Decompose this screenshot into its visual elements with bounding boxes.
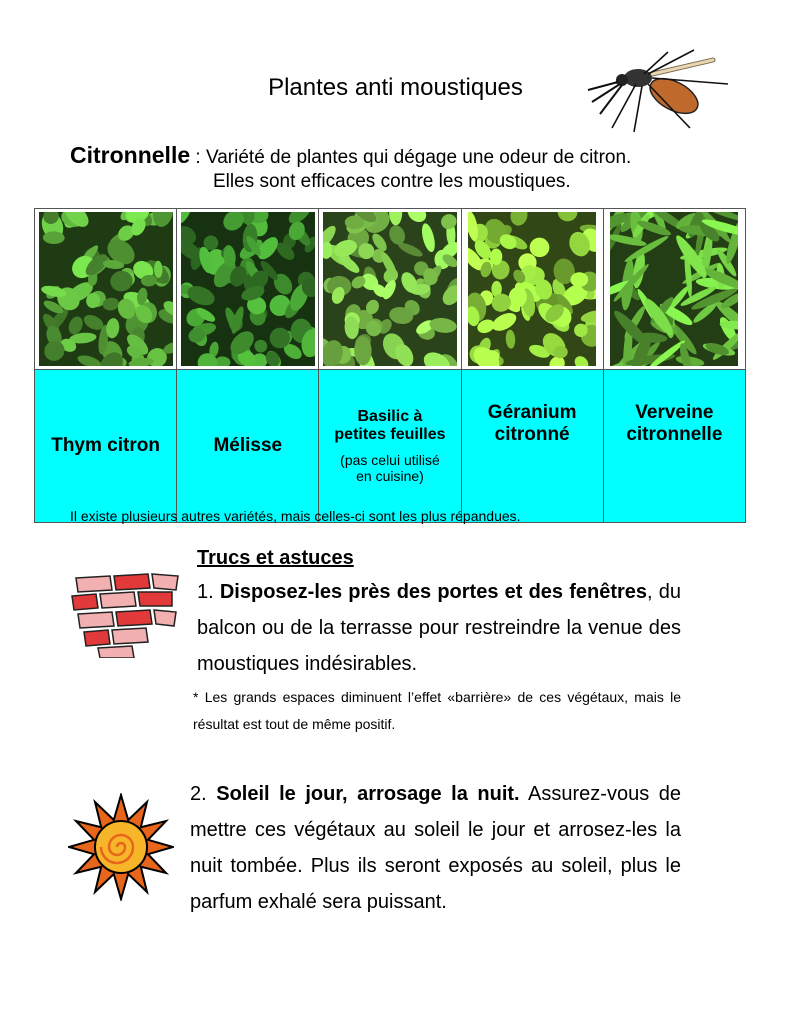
melisse-photo [181,212,315,366]
mosquito-icon [578,44,738,134]
plant-photo-cell [603,209,745,370]
plant-photo-cell [319,209,461,370]
citronnelle-def-line2: Elles sont efficaces contre les moustiques. [213,171,571,192]
tip-2: 2. Soleil le jour, arrosage la nuit. Assurez-vous de mettre ces végétaux au soleil le jour et arrosez-les la nuit tombée. Plus ils seront exposés au soleil, plus le parfum exhalé sera puissant. [190,783,681,913]
plant-label-thym-citron: Thym citron [35,370,177,523]
citronnelle-term: Citronnelle [70,142,191,168]
tips-title: Trucs et astuces [197,547,354,569]
basilic-photo [323,212,457,366]
brick-wall-icon [70,570,182,658]
verveine-photo [610,212,738,366]
basilic-note: (pas celui utilisé en cuisine) [340,452,440,484]
plant-photo-cell [35,209,177,370]
tip-1-footnote: * Les grands espaces diminuent l’effet «barrière» de ces végétaux, mais le résultat est tout de même positif. [193,689,681,732]
tip-2-heading: Soleil le jour, arrosage la nuit. [216,783,520,805]
page-title: Plantes anti moustiques [268,74,523,101]
plant-label-melisse: Mélisse [177,370,319,523]
geranium-photo [468,212,596,366]
more-varieties-note: Il existe plusieurs autres variétés, mais celles-ci sont les plus répandues. [70,508,521,524]
plant-label-row [35,370,746,523]
sun-icon [68,793,174,901]
plant-label-geranium: Géranium citronné [461,370,603,523]
tip-1: 1. Disposez-les près des portes et des fenêtres, du balcon ou de la terrasse pour restreindre la venue des moustiques indésirables. [197,581,682,675]
plant-photo-cell [461,209,603,370]
plant-label-basilic: Basilic à petites feuilles (pas celui utilisé en cuisine) [319,370,461,523]
tip-1-text: , du balcon ou de la terrasse pour restreindre la venue des moustiques indésirables. [197,581,682,675]
tip-2-text: Assurez-vous de mettre ces végétaux au soleil le jour et arrosez-les la nuit tombée. Plus ils seront exposés au soleil, plus le parfum exhalé sera puissant. [190,783,681,913]
citronnelle-definition: Citronnelle : Variété de plantes qui dégage une odeur de citron. [70,142,632,168]
plant-photo-row [35,209,746,370]
plant-table [34,208,746,523]
thym-citron-photo [39,212,173,366]
plant-label-verveine: Verveine citronnelle [603,370,745,523]
tip-1-heading: Disposez-les près des portes et des fenêtres [219,581,648,603]
citronnelle-def-line1: Variété de plantes qui dégage une odeur de citron. [205,147,632,168]
plant-photo-cell [177,209,319,370]
